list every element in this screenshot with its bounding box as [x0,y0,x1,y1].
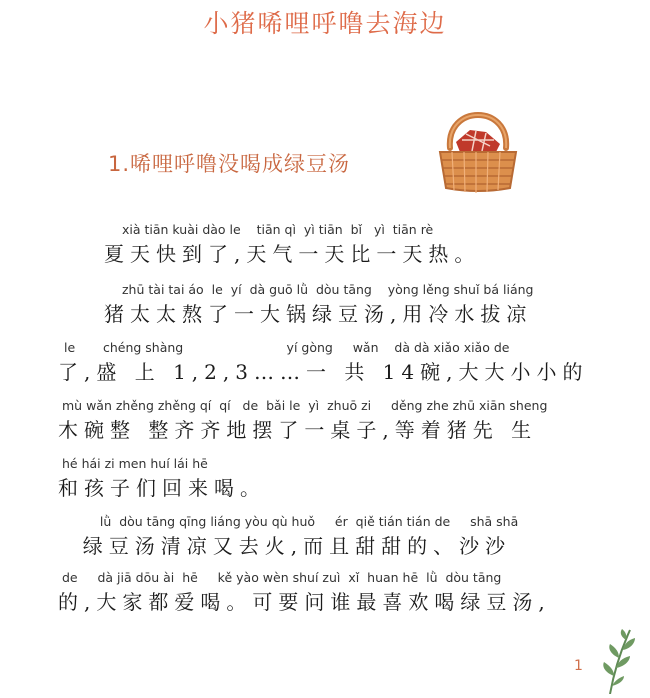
pinyin-text: de dà jiā dōu ài hē kě yào wèn shuí zuì xǐ huan hē lǜ dòu tāng [62,570,502,585]
pinyin-text: hé hái zi men huí lái hē [62,456,208,471]
pinyin-text: xià tiān kuài dào le tiān qì yì tiān bǐ yì tiān rè [122,222,434,237]
picnic-basket-icon [436,100,520,194]
chinese-text: 夏天快到了,天气一天比一天热。 [104,242,481,266]
page-number: 1 [574,658,583,674]
pinyin-text: zhū tài tai áo le yí dà guō lǜ dòu tāng yòng lěng shuǐ bá liáng [122,282,534,297]
chapter-title: 1.唏哩呼噜没喝成绿豆汤 [108,152,351,176]
chinese-text: 木碗整 整齐齐地摆了一桌子,等着猪先 生 [58,418,538,442]
chinese-text: 绿豆汤清凉又去火,而且甜甜的、沙沙 [58,534,512,558]
pinyin-text: lǜ dòu tāng qīng liáng yòu qù huǒ ér qiě tián tián de shā shā [80,514,519,529]
pinyin-text: le chéng shàng yí gòng wǎn dà dà xiǎo xiǎo de [64,340,510,355]
leaf-sprig-icon [596,628,638,694]
pinyin-text: mù wǎn zhěng zhěng qí qí de bǎi le yì zhuō zi děng zhe zhū xiān sheng [62,398,548,413]
book-title: 小猪唏哩呼噜去海边 [203,9,447,38]
chinese-text: 和孩子们回来喝。 [58,476,266,500]
chinese-text: 的,大家都爱喝。可要问谁最喜欢喝绿豆汤, [58,590,551,614]
chinese-text: 猪太太熬了一大锅绿豆汤,用冷水拔凉 [104,302,533,326]
chinese-text: 了,盛 上 1,2,3……一 共 14碗,大大小小的 [58,360,589,384]
